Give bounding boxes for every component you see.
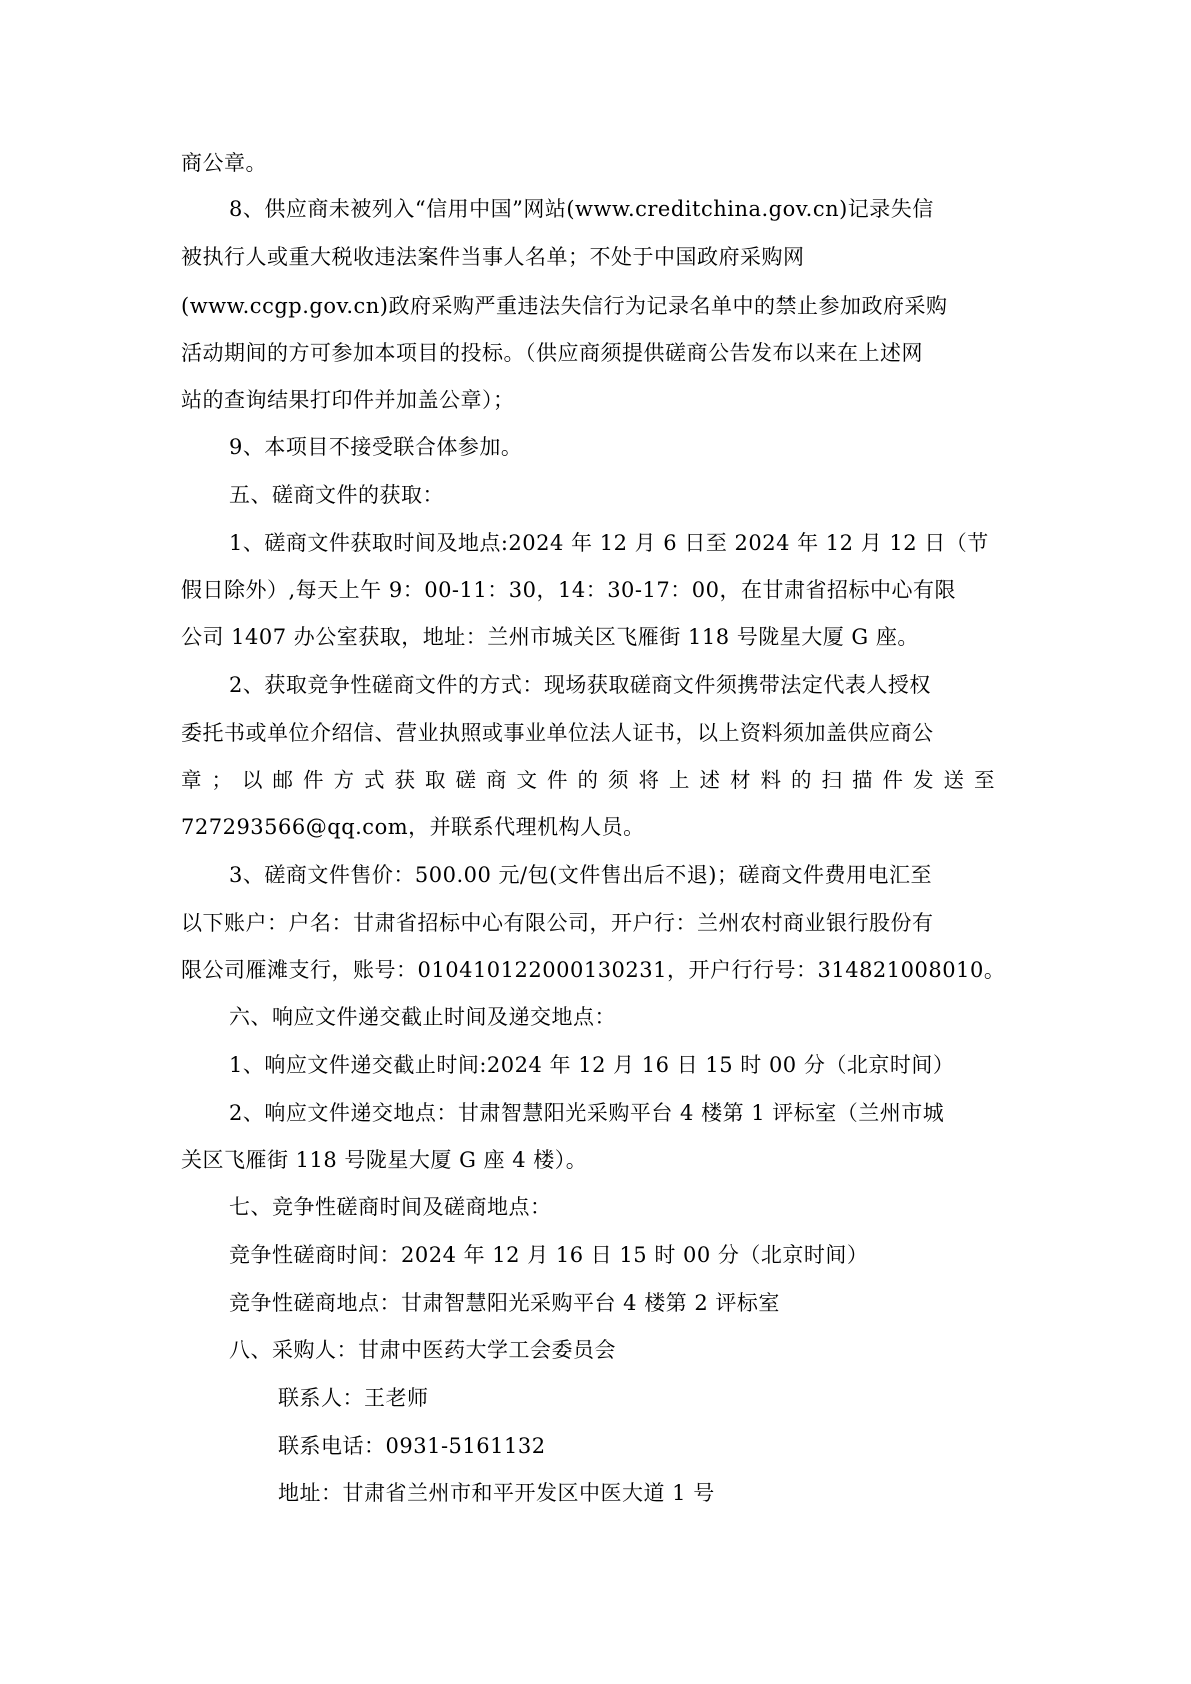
- text-line: 限公司雁滩支行，账号：010410122000130231，开户行行号：314821008010。: [181, 958, 1006, 982]
- text-line: 1、磋商文件获取时间及地点:2024 年 12 月 6 日至 2024 年 12 月 12 日（节: [229, 531, 989, 555]
- text-line: 竞争性磋商时间：2024 年 12 月 16 日 15 时 00 分（北京时间）: [229, 1243, 869, 1267]
- section-heading: 六、响应文件递交截止时间及递交地点：: [229, 1005, 616, 1029]
- text-line: 章；以邮件方式获取磋商文件的须将上述材料的扫描件发送至: [181, 768, 1005, 792]
- section-heading: 七、竞争性磋商时间及磋商地点：: [229, 1195, 552, 1219]
- section-heading: 五、磋商文件的获取：: [229, 483, 444, 507]
- text-line: 站的查询结果打印件并加盖公章）；: [181, 388, 515, 412]
- text-line: 竞争性磋商地点：甘肃智慧阳光采购平台 4 楼第 2 评标室: [229, 1291, 780, 1315]
- text-line: 委托书或单位介绍信、营业执照或事业单位法人证书，以上资料须加盖供应商公: [181, 721, 934, 745]
- text-line: 2、响应文件递交地点：甘肃智慧阳光采购平台 4 楼第 1 评标室（兰州市城: [229, 1101, 945, 1125]
- text-line: 被执行人或重大税收违法案件当事人名单；不处于中国政府采购网: [181, 245, 805, 269]
- text-line: 以下账户：户名：甘肃省招标中心有限公司，开户行：兰州农村商业银行股份有: [181, 911, 934, 935]
- text-line: 商公章。: [181, 151, 267, 175]
- section-heading: 八、采购人：甘肃中医药大学工会委员会: [229, 1338, 616, 1362]
- text-line: 3、磋商文件售价：500.00 元/包(文件售出后不退)；磋商文件费用电汇至: [229, 863, 932, 887]
- contact-person: 联系人：王老师: [278, 1386, 429, 1410]
- contact-phone: 联系电话：0931-5161132: [278, 1434, 546, 1458]
- text-line: 假日除外）,每天上午 9：00-11：30，14：30-17：00，在甘肃省招标中心有限: [181, 578, 956, 602]
- text-line: 8、供应商未被列入“信用中国”网站(www.creditchina.gov.cn)记录失信: [229, 197, 934, 221]
- text-line: 公司 1407 办公室获取，地址：兰州市城关区飞雁街 118 号陇星大厦 G 座。: [181, 625, 919, 649]
- text-line: 1、响应文件递交截止时间:2024 年 12 月 16 日 15 时 00 分（北京时间）: [229, 1053, 955, 1077]
- text-line: 关区飞雁街 118 号陇星大厦 G 座 4 楼）。: [181, 1148, 588, 1172]
- text-line: 727293566@qq.com，并联系代理机构人员。: [181, 815, 645, 839]
- contact-address: 地址：甘肃省兰州市和平开发区中医大道 1 号: [278, 1481, 715, 1505]
- text-line: 9、本项目不接受联合体参加。: [229, 435, 523, 459]
- text-line: (www.ccgp.gov.cn)政府采购严重违法失信行为记录名单中的禁止参加政府采购: [181, 294, 948, 318]
- text-line: 2、获取竞争性磋商文件的方式：现场获取磋商文件须携带法定代表人授权: [229, 673, 931, 697]
- text-line: 活动期间的方可参加本项目的投标。（供应商须提供磋商公告发布以来在上述网: [181, 341, 923, 365]
